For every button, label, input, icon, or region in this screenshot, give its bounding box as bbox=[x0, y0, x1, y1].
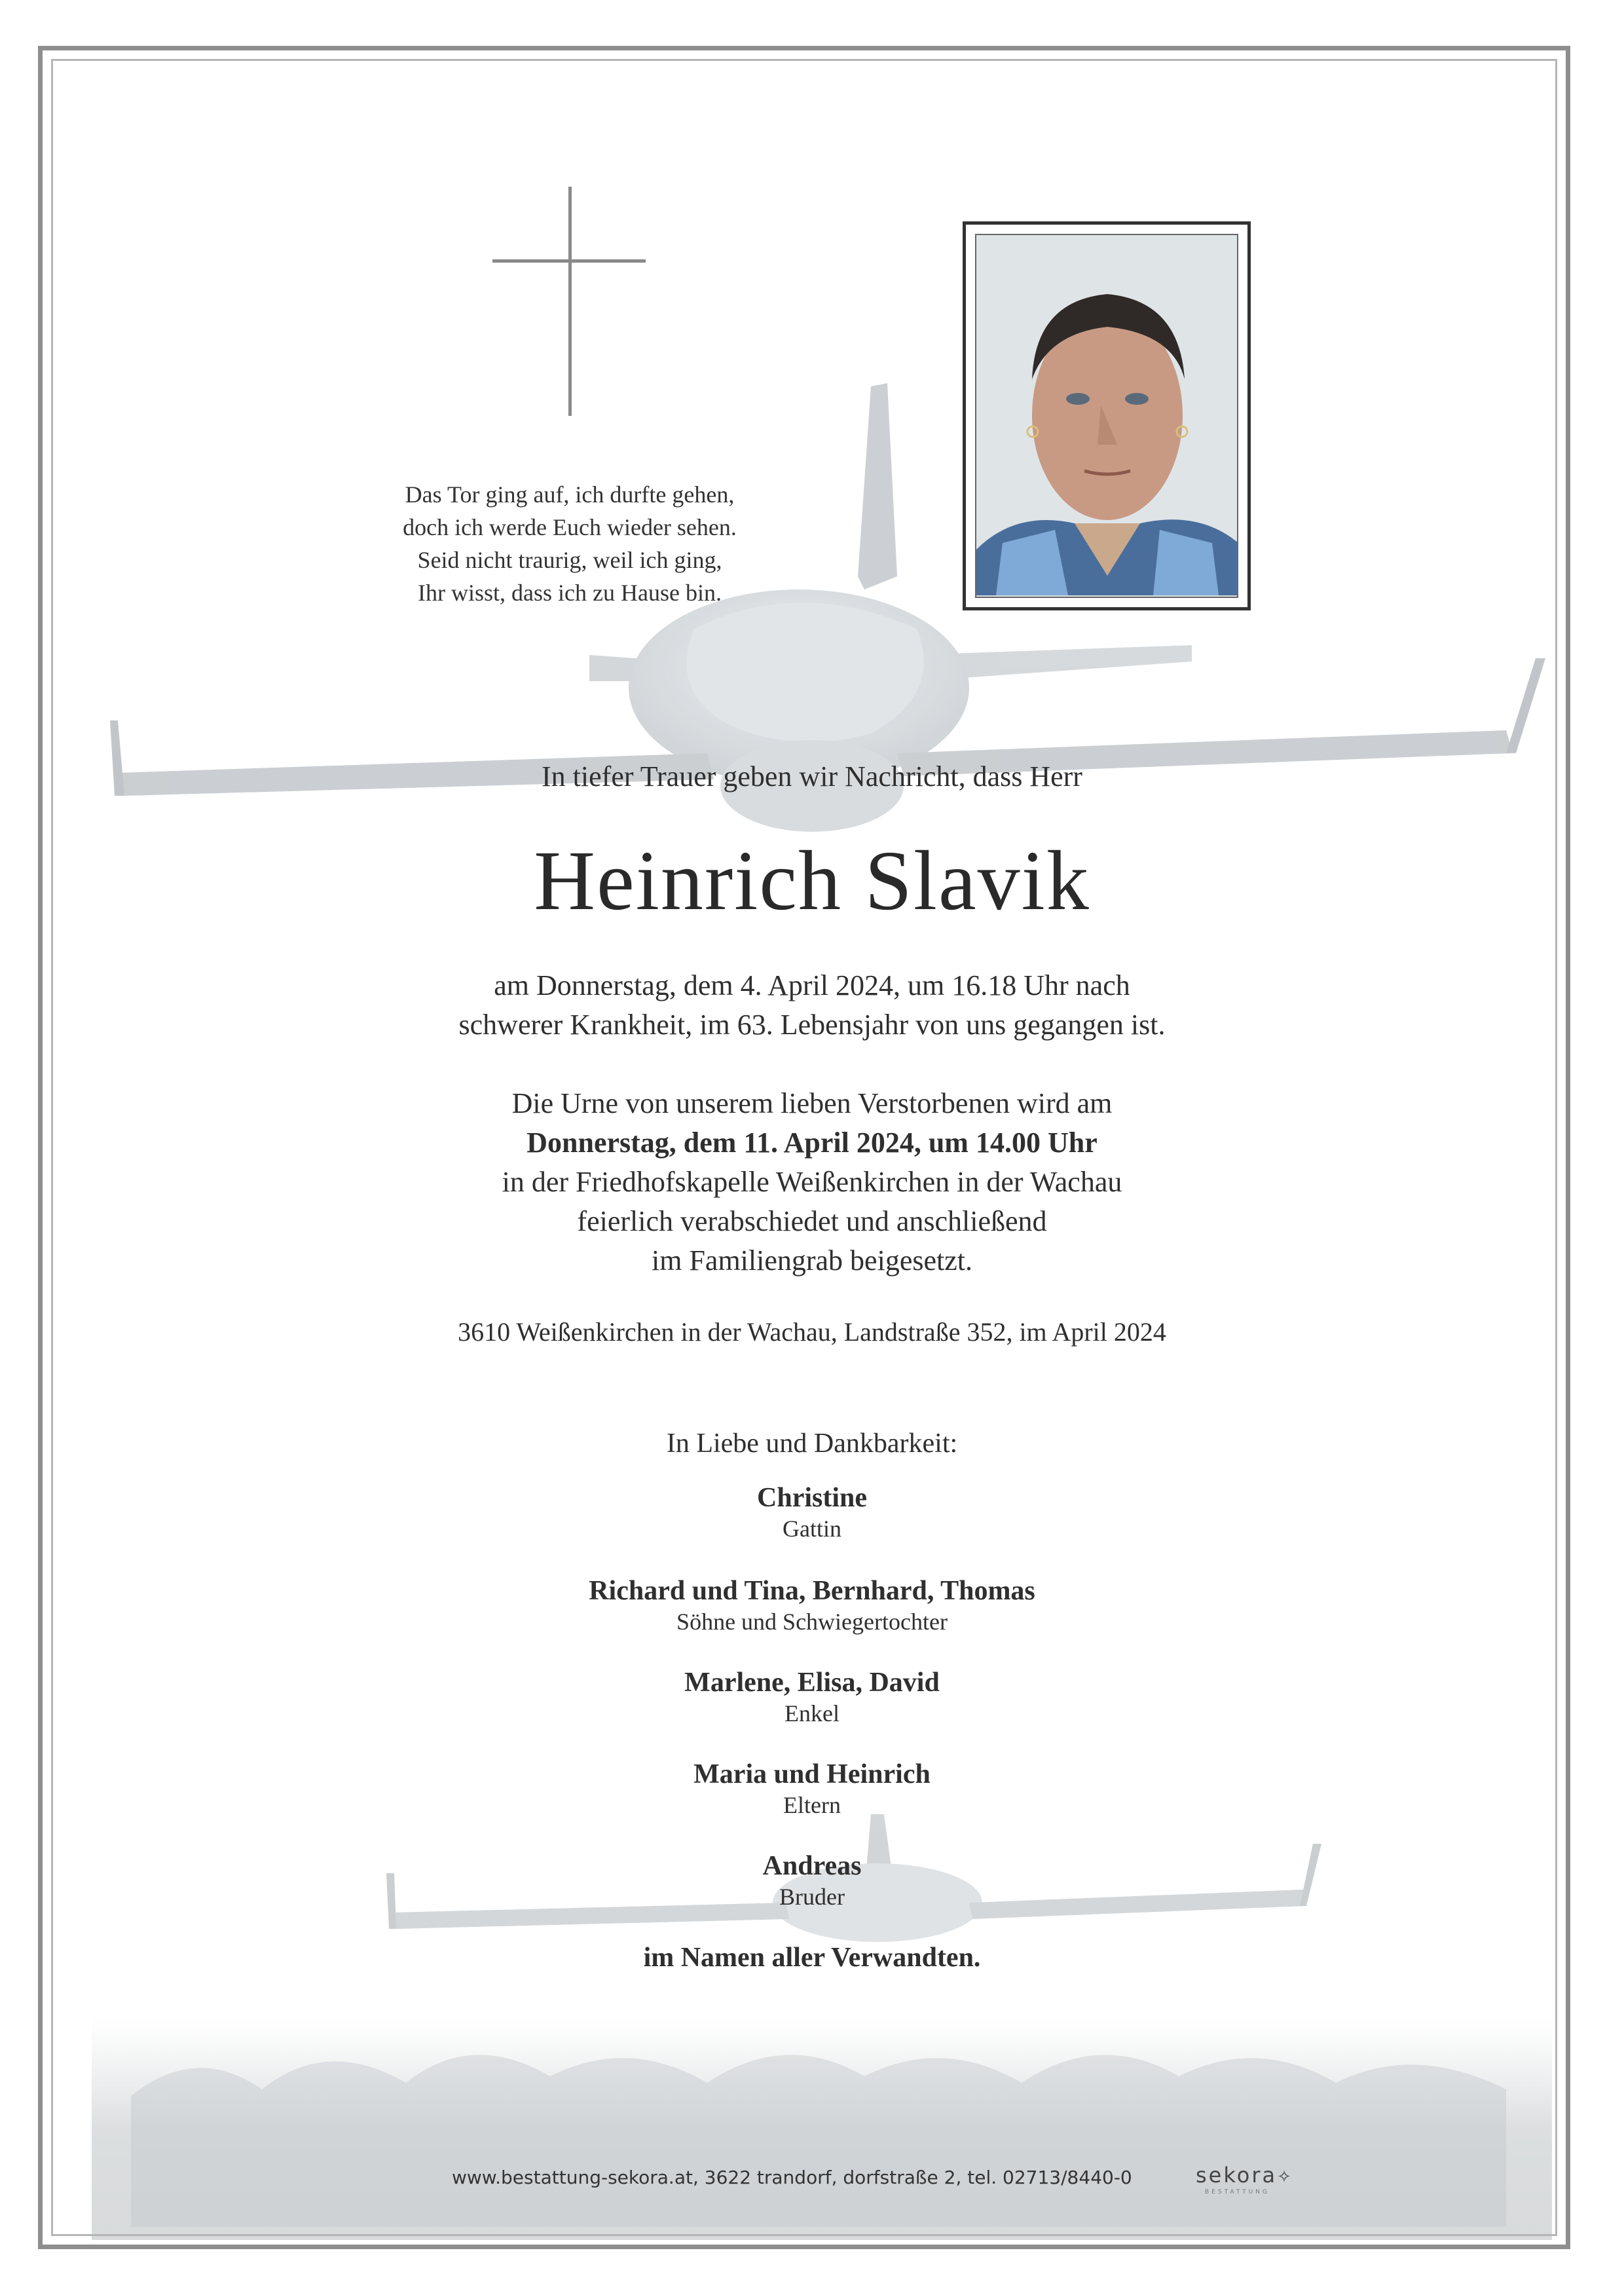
closing-line: im Namen aller Verwandten. bbox=[643, 1943, 981, 1973]
cross-icon bbox=[0, 0, 1624, 458]
poem-line: Ihr wisst, dass ich zu Hause bin. bbox=[418, 580, 722, 606]
family-names: Marlene, Elisa, David bbox=[684, 1668, 940, 1698]
family-entry bbox=[0, 1850, 1624, 1911]
family-entry bbox=[0, 1482, 1624, 1543]
ceremony-line: in der Friedhofskapelle Weißenkirchen in der Wachau bbox=[502, 1166, 1122, 1198]
poem-line: Das Tor ging auf, ich durfte gehen, bbox=[405, 481, 735, 508]
family-relation: Söhne und Schwiegertochter bbox=[676, 1609, 948, 1635]
deceased-name: Heinrich Slavik bbox=[534, 834, 1090, 928]
poem-line: Seid nicht traurig, weil ich ging, bbox=[417, 547, 722, 573]
death-notice bbox=[0, 966, 1624, 1045]
family-entry bbox=[0, 1666, 1624, 1728]
poem-line: doch ich werde Euch wieder sehen. bbox=[403, 514, 737, 540]
family-relation: Enkel bbox=[784, 1700, 840, 1726]
ceremony-line: feierlich verabschiedet und anschließend bbox=[577, 1205, 1047, 1237]
logo-text: sekora bbox=[1196, 2163, 1278, 2188]
ceremony-line: im Familiengrab beigesetzt. bbox=[652, 1244, 972, 1277]
death-notice-line: am Donnerstag, dem 4. April 2024, um 16.18 Uhr nach bbox=[494, 969, 1130, 1001]
family-names: Richard und Tina, Bernhard, Thomas bbox=[589, 1576, 1035, 1606]
family-entry bbox=[0, 1575, 1624, 1636]
ceremony-line: Die Urne von unserem lieben Verstorbenen wird am bbox=[511, 1087, 1113, 1119]
family-entry bbox=[0, 1758, 1624, 1819]
portrait-frame bbox=[963, 221, 1251, 610]
family-relation: Gattin bbox=[783, 1516, 841, 1542]
footer-contact: www.bestattung-sekora.at, 3622 trandorf, dorfstraße 2, tel. 02713/8440-0 bbox=[452, 2167, 1132, 2188]
family-names: Christine bbox=[757, 1483, 867, 1513]
portrait-photo bbox=[976, 235, 1238, 595]
family-relation: Eltern bbox=[783, 1792, 841, 1818]
sekora-logo bbox=[1196, 2163, 1293, 2188]
ceremony-date: Donnerstag, dem 11. April 2024, um 14.00 Uhr bbox=[526, 1127, 1098, 1159]
bird-icon: ✧ bbox=[1277, 2167, 1293, 2187]
place-date: 3610 Weißenkirchen in der Wachau, Landstraße 352, im April 2024 bbox=[458, 1317, 1166, 1347]
family-relation: Bruder bbox=[779, 1884, 845, 1910]
love-line: In Liebe und Dankbarkeit: bbox=[666, 1428, 958, 1459]
intro-text: In tiefer Trauer geben wir Nachricht, dass Herr bbox=[542, 760, 1082, 793]
family-names: Andreas bbox=[762, 1851, 862, 1881]
family-names: Maria und Heinrich bbox=[693, 1759, 931, 1789]
death-notice-line: schwerer Krankheit, im 63. Lebensjahr von uns gegangen ist. bbox=[458, 1009, 1166, 1041]
poem bbox=[288, 478, 851, 609]
ceremony-details bbox=[0, 1084, 1624, 1280]
logo-subtitle: BESTATTUNG bbox=[1205, 2189, 1270, 2195]
